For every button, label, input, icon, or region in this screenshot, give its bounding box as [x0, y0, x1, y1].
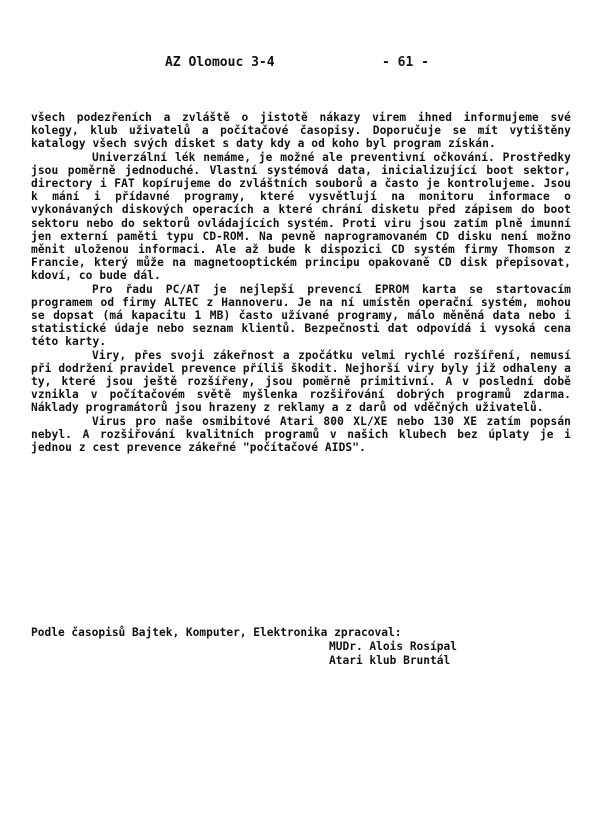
paragraph: Univerzální lék nemáme, je možné ale preventivní očkování. Prostředky jsou poměrně jednoduché. Vlastní systémová data, inicializující boot sektor, directory i FAT kopírujeme do zvláštních souborů a často je kontrolujeme. Jsou k mání i přídavné programy, které vysvětlují na monitoru informace o vykonávaných diskových operacích a které chrání disketu před zápisem do boot sektoru nebo do sektorů ovládajících systém. Proti viru jsou zatím plně imunní jen externí paměti typu CD-ROM. Na pevně naprogramovaném CD disku není možno měnit uloženou informaci. Ale až bude k dispozici CD systém firmy Thomson z Francie, který může na magnetooptickém principu opakovaně CD disk přepisovat, kdoví, co bude dál. — [31, 150, 571, 283]
author-name: MUDr. Alois Rosípal — [329, 640, 457, 653]
article-footer — [31, 626, 571, 668]
header-title: AZ Olomouc 3-4 — [165, 55, 275, 70]
paragraph: Viry, přes svoji zákeřnost a zpočátku velmi rychlé rozšíření, nemusí při dodržení pravidel prevence příliš škodit. Nejhorší viry byly již odhaleny a ty, které jsou ještě rozšířeny, jsou poměrně primitivní. A v poslední době vznikla v počítačovém světě myšlenka rozšiřování dobrých programů zdarma. Náklady programátorů jsou hrazeny z reklamy a z darů od vděčných uživatelů. — [31, 348, 571, 415]
paragraph: Pro řadu PC/AT je nejlepší prevencí EPROM karta se startovacím programem od firmy ALTEC z Hannoveru. Je na ní umístěn operační systém, mohou se dopsat (má kapacitu 1 MB) často užívané programy, málo měněná data nebo i statistické údaje nebo seznam klientů. Bezpečnosti dat odpovídá i vysoká cena této karty. — [31, 282, 571, 349]
source-line: Podle časopisů Bajtek, Komputer, Elektronika zpracoval: — [31, 626, 402, 639]
club-name: Atari klub Bruntál — [329, 654, 451, 667]
page-number: - 61 - — [382, 55, 429, 70]
paragraph: všech podezřeních a zvláště o jistotě nákazy virem ihned informujeme své kolegy, klub uživatelů a počítačové časopisy. Doporučuje se mít vytištěny katalogy všech svých disket s daty kdy a od koho byl program získán. — [31, 111, 571, 151]
paragraph: Virus pro naše osmibitové Atari 800 XL/XE nebo 130 XE zatím popsán nebyl. A rozšiřování kvalitních programů v našich klubech bez úplaty je i jednou z cest prevence zákeřné "počítačové AIDS". — [31, 414, 571, 455]
article-body — [31, 111, 571, 454]
